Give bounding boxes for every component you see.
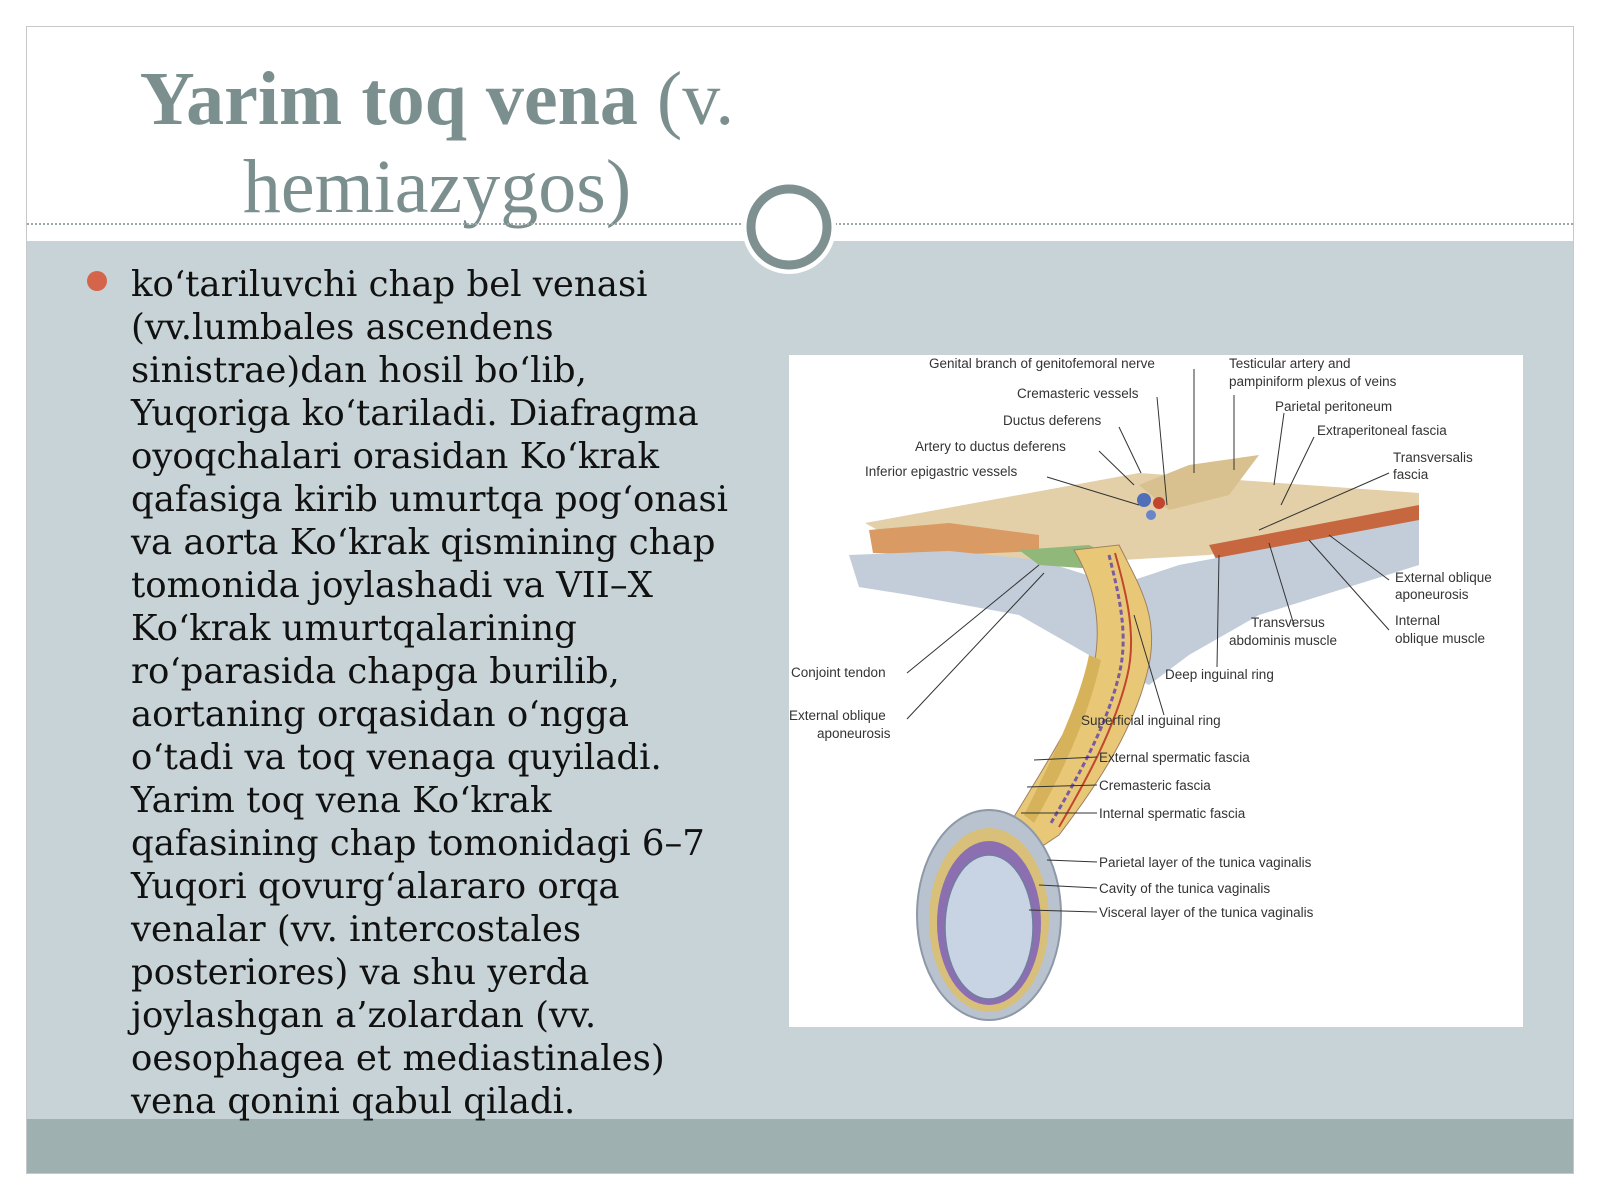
label-ductus-deferens: Ductus deferens: [1003, 413, 1102, 428]
slide-title: [87, 55, 787, 231]
label-ext-oblique-right-2: aponeurosis: [1395, 587, 1469, 602]
label-conjoint-tendon: Conjoint tendon: [791, 665, 886, 680]
label-testicular-artery-1: Testicular artery and: [1229, 356, 1351, 371]
label-testicular-artery-2: pampiniform plexus of veins: [1229, 374, 1397, 389]
bullet-text: ko‘tariluvchi chap bel venasi (vv.lumbales ascendens sinistrae)dan hosil bo‘lib, Yuqoriga ko‘tariladi. Diafragma oyoqchalari orasidan Ko‘krak qafasiga kirib umurtqa pog‘onasi va aorta Ko‘krak qismining chap tomonida joylashadi va VII–X Ko‘krak umurtqalarining ro‘parasida chapga burilib, aortaning orqasidan o‘ngga o‘tadi va toq venaga quyiladi. Yarim toq vena Ko‘krak qafasining chap tomonidagi 6–7 Yuqori qovurg‘alararo orqa venalar (vv. intercostales posteriores) va shu yerda joylashgan a’zolardan (vv. oesophagea et mediastinales) vena qonini qabul qiladi.: [131, 264, 729, 1122]
slide: [26, 26, 1574, 1174]
label-inferior-epigastric: Inferior epigastric vessels: [865, 464, 1018, 479]
title-normal-part: (v. hemiazygos): [242, 57, 735, 229]
label-superficial-inguinal-ring: Superficial inguinal ring: [1081, 713, 1221, 728]
label-transversus-2: abdominis muscle: [1229, 633, 1338, 648]
vessel-cut-2: [1153, 497, 1165, 509]
vessel-cut-3: [1146, 510, 1156, 520]
title-bold-part: Yarim toq vena: [139, 57, 638, 141]
label-transversalis-1: Transversalis: [1393, 450, 1473, 465]
circle-ornament-icon: [739, 177, 839, 277]
label-cavity: Cavity of the tunica vaginalis: [1099, 881, 1271, 896]
label-artery-to-ductus: Artery to ductus deferens: [915, 439, 1066, 454]
label-parietal-layer: Parietal layer of the tunica vaginalis: [1099, 855, 1312, 870]
label-transversalis-2: fascia: [1393, 467, 1429, 482]
label-transversus-1: Transversus: [1251, 615, 1325, 630]
label-external-spermatic-fascia: External spermatic fascia: [1099, 750, 1250, 765]
vessel-cut-1: [1137, 493, 1151, 507]
label-internal-oblique-2: oblique muscle: [1395, 631, 1486, 646]
label-ext-oblique-left-1: External oblique: [789, 708, 886, 723]
bullet-dot-icon: [87, 271, 107, 291]
label-ext-oblique-left-2: aponeurosis: [817, 726, 891, 741]
label-genital-branch: Genital branch of genitofemoral nerve: [929, 356, 1155, 371]
label-ext-oblique-right-1: External oblique: [1395, 570, 1492, 585]
footer-band: [27, 1119, 1573, 1173]
testis-body: [945, 855, 1033, 999]
anatomy-figure: [789, 355, 1523, 1027]
label-deep-inguinal-ring: Deep inguinal ring: [1165, 667, 1274, 682]
label-internal-spermatic-fascia: Internal spermatic fascia: [1099, 806, 1246, 821]
inguinal-canal-diagram: [789, 355, 1523, 1027]
label-extraperitoneal-fascia: Extraperitoneal fascia: [1317, 423, 1447, 438]
label-cremasteric-fascia: Cremasteric fascia: [1099, 778, 1211, 793]
label-internal-oblique-1: Internal: [1395, 613, 1441, 628]
label-parietal-peritoneum: Parietal peritoneum: [1275, 399, 1393, 414]
label-cremasteric-vessels: Cremasteric vessels: [1017, 386, 1139, 401]
label-visceral-layer: Visceral layer of the tunica vaginalis: [1099, 905, 1314, 920]
